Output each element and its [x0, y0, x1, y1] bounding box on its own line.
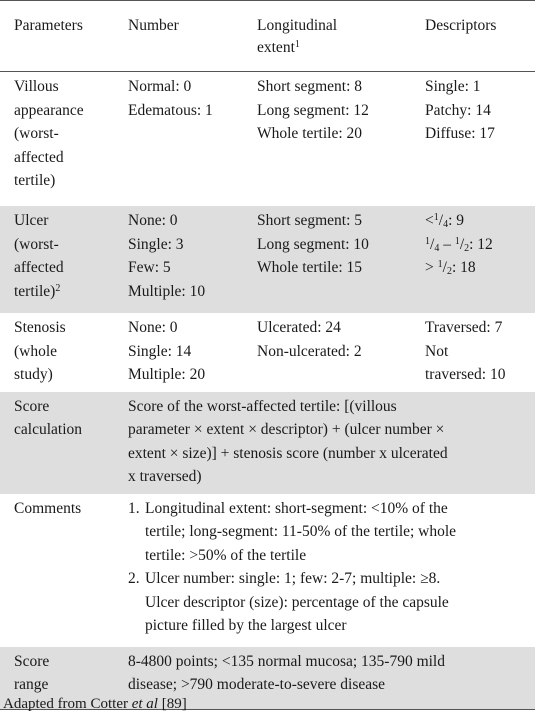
villous-number: Normal: 0 Edematous: 1	[128, 78, 213, 119]
stenosis-label: Stenosis (whole study)	[14, 319, 66, 383]
row-stenosis	[0, 313, 535, 392]
stenosis-extent: Ulcerated: 24 Non-ulcerated: 2	[257, 319, 362, 360]
villous-extent: Short segment: 8 Long segment: 12 Whole tertile: 20	[257, 78, 369, 142]
stenosis-descriptors: Traversed: 7 Not traversed: 10	[425, 319, 506, 383]
score-calc-text: Score of the worst-affected tertile: [(villous parameter × extent × descriptor) + (ulcer number × extent × size)] + stenosis score (number x ulcerated x traversed)	[128, 397, 448, 485]
header-descriptors: Descriptors	[425, 17, 497, 34]
list-item: 2. Ulcer number: single: 1; few: 2-7; multiple: ≥8. Ulcer descriptor (size): percentage of the capsule picture filled by the largest ulcer	[128, 570, 449, 634]
row-villous	[0, 72, 535, 207]
row-comments	[0, 494, 535, 647]
header-number: Number	[128, 17, 179, 34]
ulcer-extent: Short segment: 5 Long segment: 10 Whole tertile: 15	[257, 212, 369, 276]
header-row	[0, 1, 535, 72]
villous-descriptors: Single: 1 Patchy: 14 Diffuse: 17	[425, 78, 495, 142]
list-item: 1. Longitudinal extent: short-segment: <10% of the tertile; long-segment: 11-50% of the tertile; whole tertile: >50% of the tertile	[128, 499, 457, 564]
ulcer-desc-half: > $^1/_2$: 18	[425, 259, 476, 277]
score-range-label: Score range	[14, 652, 50, 693]
footnote-mark-1: 1	[294, 39, 300, 50]
ulcer-desc-quarter-half: $^1/_4 - ^1/_2$: 12	[425, 235, 493, 254]
comments-label: Comments	[14, 499, 82, 517]
comments-text	[114, 494, 535, 647]
ulcer-desc-quarter: $<^1/_4$: 9	[425, 212, 464, 230]
score-calc-label: Score calculation	[14, 397, 82, 438]
ulcer-label: Ulcer (worst- affected tertile)$^2$	[14, 212, 64, 300]
header-extent-line2: extent	[257, 39, 295, 56]
stenosis-number: None: 0 Single: 14 Multiple: 20	[128, 319, 206, 383]
row-score-calculation	[0, 392, 535, 494]
header-parameters: Parameters	[14, 17, 83, 34]
score-range-text: 8-4800 points; <135 normal mucosa; 135-790 mild disease; >790 moderate-to-severe disease	[128, 652, 445, 693]
table-footnote: Adapted from Cotter et al [89]	[3, 696, 187, 712]
ulcer-descriptors	[411, 206, 535, 313]
villous-label: Villous appearance (worst- affected tertile)	[14, 78, 84, 189]
ulcer-number: None: 0 Single: 3 Few: 5 Multiple: 10	[128, 212, 206, 300]
comments-list	[128, 497, 529, 638]
header-longitudinal-extent	[243, 1, 411, 72]
footnote-mark-2: 2	[55, 282, 61, 294]
header-extent-line1: Longitudinal	[257, 17, 338, 34]
row-ulcer	[0, 206, 535, 313]
